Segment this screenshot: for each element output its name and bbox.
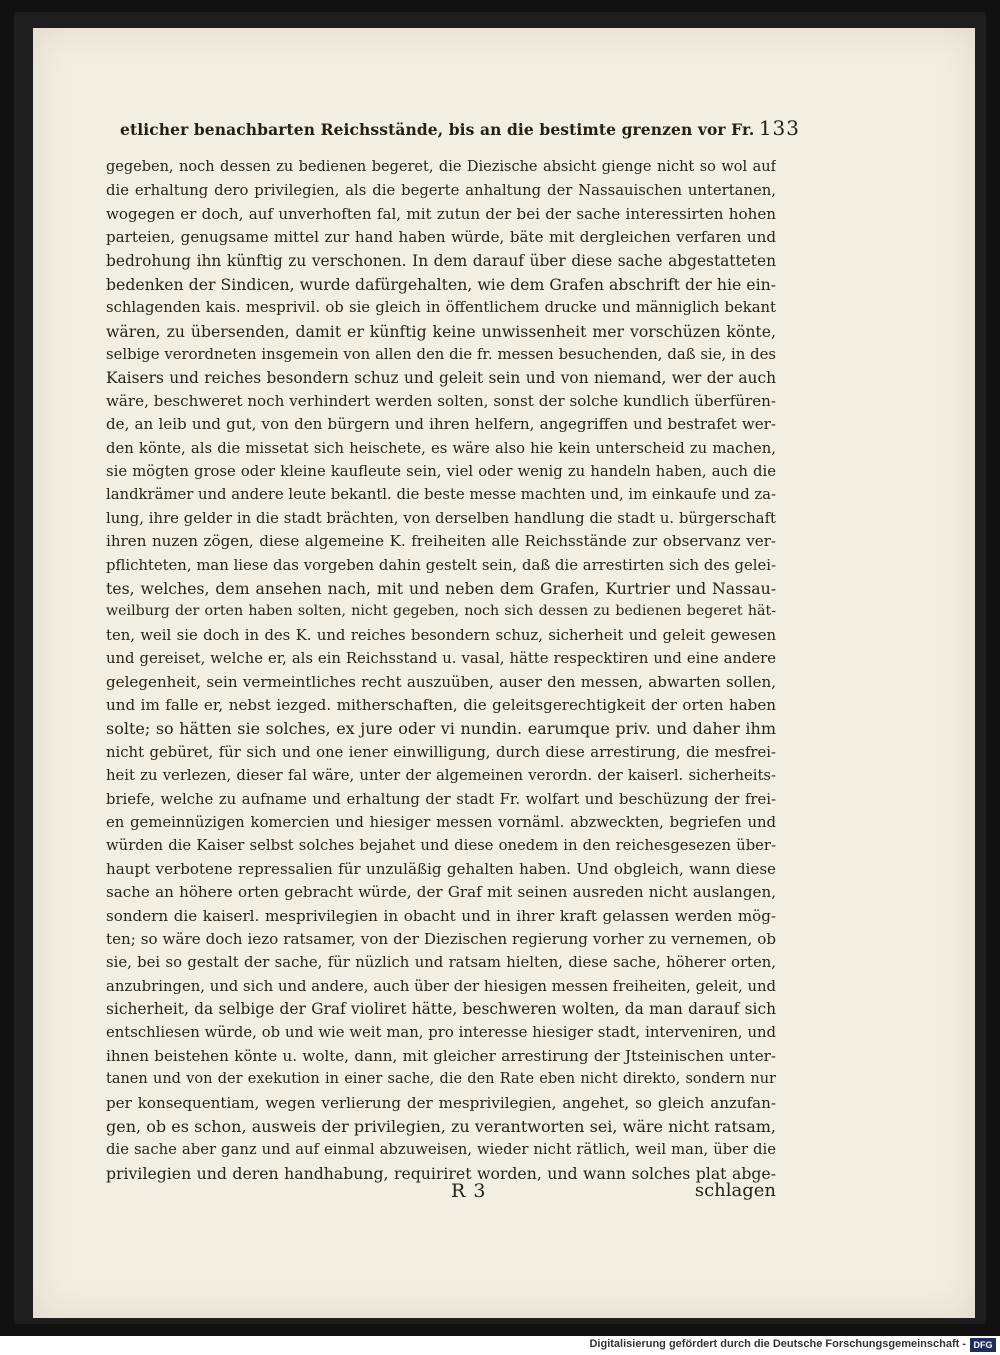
text-line: ten, weil sie doch in des K. und reiches besondern schuz, sicherheit und geleit gewesen (106, 626, 776, 644)
text-line: schlagenden kais. mesprivil. ob sie gleich in öffentlichem drucke und männiglich bekant (106, 299, 776, 317)
dfg-logo: DFG (970, 1338, 996, 1352)
text-line: pflichteten, man liese das vorgeben dahin gestelt sein, daß die arrestirten sich des gelei- (106, 556, 776, 574)
text-line: heit zu verlezen, dieser fal wäre, unter der algemeinen verordn. der kaiserl. sicherheits- (106, 767, 776, 785)
catchword: schlagen (694, 1180, 776, 1201)
text-line: weilburg der orten haben solten, nicht gegeben, noch sich dessen zu bedienen begeret hät- (106, 603, 776, 620)
text-line: gegeben, noch dessen zu bedienen begeret, die Diezische absicht gienge nicht so wol auf (106, 159, 776, 175)
running-head-title: etlicher benachbarten Reichsstände, bis an die bestimte grenzen vor Fr. (120, 120, 755, 139)
text-line: die sache aber ganz und auf einmal abzuweisen, wieder nicht rätlich, weil man, über die (106, 1141, 776, 1159)
text-line: die erhaltung dero privilegien, als die begerte anhaltung der Nassauischen untertanen, (106, 182, 776, 200)
text-line: Kaisers und reiches besondern schuz und geleit sein und von niemand, wer der auch (106, 368, 776, 387)
text-line: sie mögten grose oder kleine kaufleute sein, viel oder wenig zu handeln haben, auch die (106, 463, 776, 481)
text-line: bedenken der Sindicen, wurde dafürgehalten, wie dem Grafen abschrift der hie ein- (106, 274, 776, 294)
text-line: bedrohung ihn künftig zu verschonen. In dem darauf über diese sache abgestatteten (106, 251, 776, 270)
text-line: solte; so hätten sie solches, ex jure oder vi nundin. earumque priv. und daher ihm (106, 719, 776, 739)
body-text (106, 156, 776, 1185)
text-line: würden die Kaiser selbst solches bejahet und diese onedem in den reichesgesezen über- (106, 837, 776, 855)
text-line: sache an höhere orten gebracht würde, der Graf mit seinen ausreden nicht auslangen, (106, 883, 776, 902)
credit-bar (0, 1336, 1000, 1355)
text-line: tes, welches, dem ansehen nach, mit und neben dem Grafen, Kurtrier und Nassau- (106, 579, 776, 599)
text-line: parteien, genugsame mittel zur hand haben würde, bäte mit dergleichen verfaren und (106, 228, 776, 247)
text-line: anzubringen, und sich und andere, auch über der hiesigen messen freiheiten, geleit, und (106, 977, 776, 995)
text-line: sicherheit, da selbige der Graf violiret hätte, beschweren wolten, da man darauf sich (106, 1000, 776, 1019)
text-line: und gereiset, welche er, als ein Reichsstand u. vasal, hätte respecktiren und eine andere (106, 650, 776, 668)
text-line: selbige verordneten insgemein von allen den die fr. messen besuchenden, daß sie, in des (106, 346, 776, 364)
text-line: den könte, als die missetat sich heischete, es wäre also hie kein unterscheid zu machen, (106, 439, 776, 457)
text-line: sie, bei so gestalt der sache, für nüzlich und ratsam hielten, diese sache, höherer orten, (106, 954, 776, 972)
text-line: en gemeinnüzigen komercien und hiesiger messen vornäml. abzweckten, begriefen und (106, 813, 776, 831)
text-line: wären, zu übersenden, damit er künftig keine unwissenheit mer vorschüzen könte, (106, 321, 776, 341)
signature-mark: R 3 (451, 1180, 487, 1202)
text-line: ihnen beistehen könte u. wolte, dann, mit gleicher arrestirung der Jtsteinischen unter- (106, 1046, 776, 1065)
text-line: und im falle er, nebst iezged. mitherschaften, die geleitsgerechtigkeit der orten haben (106, 695, 776, 714)
text-line: gelegenheit, sein vermeintliches recht auszuüben, auser den messen, abwarten sollen, (106, 672, 776, 691)
page-footer (106, 1180, 776, 1208)
text-line: sondern die kaiserl. mesprivilegien in obacht und in ihrer kraft gelassen werden mög- (106, 906, 776, 925)
text-line: wäre, beschweret noch verhindert werden solten, sonst der solche kundlich überfüren- (106, 391, 776, 410)
text-line: landkrämer und andere leute bekantl. die beste messe machten und, im einkaufe und za- (106, 486, 776, 504)
text-line: wogegen er doch, auf unverhoften fal, mit zutun der bei der sache interessirten hohen (106, 204, 776, 223)
funding-credit: Digitalisierung gefördert durch die Deutsche Forschungsgemeinschaft - (589, 1338, 966, 1350)
text-line: haupt verbotene repressalien für unzuläßig gehalten haben. Und obgleich, wann diese (106, 859, 776, 878)
text-line: privilegien und deren handhabung, requiriret worden, und wann solches plat abge- (106, 1163, 776, 1183)
text-line: ihren nuzen zögen, diese algemeine K. freiheiten alle Reichsstände zur observanz ver- (106, 532, 776, 551)
text-line: per konsequentiam, wegen verlierung der mesprivilegien, angehet, so gleich anzufan- (106, 1093, 776, 1112)
text-line: entschliesen würde, ob und wie weit man, pro interesse hiesiger stadt, interveniren, und (106, 1024, 776, 1042)
text-line: nicht gebüret, für sich und one iener einwilligung, durch diese arrestirung, die mesfrei- (106, 743, 776, 761)
text-line: gen, ob es schon, ausweis der privilegien, zu verantworten sei, wäre nicht ratsam, (106, 1117, 776, 1137)
running-head (120, 116, 800, 140)
text-line: de, an leib und gut, von den bürgern und ihren helfern, angegriffen und bestrafet wer- (106, 415, 776, 434)
text-line: ten; so wäre doch iezo ratsamer, von der Diezischen regierung vorher zu vernemen, ob (106, 929, 776, 948)
text-line: briefe, welche zu aufname und erhaltung der stadt Fr. wolfart und beschüzung der frei- (106, 790, 776, 808)
text-line: tanen und von der exekution in einer sache, die den Rate eben nicht direkto, sondern nur (106, 1071, 776, 1088)
text-line: lung, ihre gelder in die stadt brächten, von derselben handlung die stadt u. bürgerschaft (106, 509, 776, 527)
page-number: 133 (758, 116, 800, 140)
